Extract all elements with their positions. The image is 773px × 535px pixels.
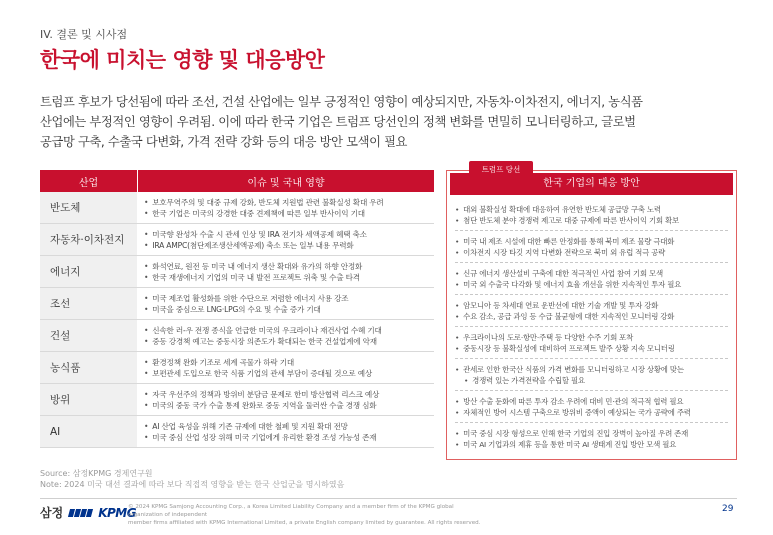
section-label: IV. 결론 및 시사점 [40, 28, 128, 41]
response-bullet: • 이차전지 시장 타깃 지역 다변화 전략으로 북미 외 유럽 적극 공략 [455, 247, 728, 258]
issue-bullet: • 보호무역주의 및 대중 규제 강화, 반도체 지원법 관련 불확실성 확대 우려 [144, 197, 434, 208]
response-header: 한국 기업의 대응 방안 [450, 173, 733, 195]
issue-bullet: • 중동 강경책 예고는 중동시장 의존도가 확대되는 한국 건설업계에 악재 [144, 336, 434, 347]
issue-bullet: • 미국향 완성차 수출 시 관세 인상 및 IRA 전기차 세액공제 혜택 축소 [144, 229, 434, 240]
response-bullet: • 미국 중심 시장 형성으로 인해 한국 기업의 진입 장벽이 높아질 우려 존재 [455, 428, 728, 439]
issues-cell [138, 352, 435, 384]
column-header-industry: 산업 [40, 170, 138, 192]
copyright-text [128, 503, 488, 527]
page-title: 한국에 미치는 영향 및 대응방안 [40, 48, 325, 72]
issue-bullet: • AI 산업 육성을 위해 기존 규제에 대한 철폐 및 지원 확대 전망 [144, 421, 434, 432]
table-row [40, 224, 434, 256]
issue-bullet: • 미국 중심 산업 성장 위해 미국 기업에게 유리한 환경 조성 가능성 존재 [144, 432, 434, 443]
response-bullet: • 방산 수출 둔화에 따른 투자 감소 우려에 대비 민·관의 적극적 협력 필요 [455, 396, 728, 407]
issues-cell [138, 320, 435, 352]
issue-bullet: • 미국의 중동 국가 수출 통제 완화로 중동 지역을 둘러싼 수출 경쟁 심화 [144, 400, 434, 411]
table-row [40, 352, 434, 384]
issue-bullet: • 보편관세 도입으로 한국 식품 기업의 관세 부담이 증대될 것으로 예상 [144, 368, 434, 379]
table-row [40, 192, 434, 224]
industry-cell: 조선 [40, 288, 138, 320]
response-panel [446, 165, 737, 460]
response-row [455, 423, 728, 454]
source-line: Source: 삼정KPMG 경제연구원 [40, 469, 153, 478]
table-header-row [40, 170, 434, 192]
response-bullet: • 미국 AI 기업과의 제휴 등을 통한 미국 AI 생태계 진입 방안 모색 필요 [455, 439, 728, 450]
issue-bullet: • 환경정책 완화 기조로 세계 곡물가 하락 기대 [144, 357, 434, 368]
response-row [455, 295, 728, 327]
note-line: Note: 2024 미국 대선 결과에 따라 보다 직접적 영향을 받는 한국 산업군을 명시하였음 [40, 480, 345, 489]
logo-samjong-text: 삼정 [40, 506, 64, 520]
response-row [455, 327, 728, 359]
source-note [40, 468, 344, 490]
response-bullet: • 신규 에너지 생산설비 구축에 대한 적극적인 사업 참여 기회 모색 [455, 268, 728, 279]
industry-cell: 자동차·이차전지 [40, 224, 138, 256]
intro-paragraph [40, 92, 740, 152]
response-row [455, 359, 728, 391]
issue-bullet: • 미국 제조업 활성화를 위한 수단으로 저렴한 에너지 사용 강조 [144, 293, 434, 304]
response-bullet: • 미국 외 수출국 다각화 및 에너지 효율 개선을 위한 지속적인 투자 필요 [455, 279, 728, 290]
industry-cell: 에너지 [40, 256, 138, 288]
response-bullet: • 첨단 반도체 분야 경쟁력 제고로 대중 규제에 따른 반사이익 기회 확보 [455, 215, 728, 226]
response-bullet: • 미국 내 제조 시설에 대한 빠른 안정화를 통해 북미 제조 물량 극대화 [455, 236, 728, 247]
samjong-kpmg-logo [40, 504, 136, 521]
response-bullet: • 관세로 인한 한국산 식품의 가격 변화를 모니터링하고 시장 상황에 맞는 [455, 364, 728, 375]
kpmg-bars-icon [69, 509, 92, 517]
issues-cell [138, 288, 435, 320]
issue-bullet: • IRA AMPC(첨단제조생산세액공제) 축소 또는 일부 내용 무력화 [144, 240, 434, 251]
table-row [40, 416, 434, 448]
response-list [455, 199, 728, 454]
industry-cell: 반도체 [40, 192, 138, 224]
copyright-line: © 2024 KPMG Samjong Accounting Corp., a Korea Limited Liability Company and a member firm of the KPMG global organization of independent [128, 504, 454, 518]
issues-cell [138, 192, 435, 224]
response-row [455, 231, 728, 263]
page-number: 29 [722, 504, 734, 514]
issues-cell [138, 256, 435, 288]
industry-cell: 건설 [40, 320, 138, 352]
intro-line: 공급망 구축, 수출국 다변화, 가격 전략 강화 등의 대응 방안 모색이 필요 [40, 135, 408, 149]
intro-line: 트럼프 후보가 당선됨에 따라 조선, 건설 산업에는 일부 긍정적인 영향이 예상되지만, 자동차·이차전지, 에너지, 농식품 [40, 95, 643, 109]
industry-cell: AI [40, 416, 138, 448]
logo-kpmg-text: KPMG [98, 505, 137, 520]
table-row [40, 256, 434, 288]
issues-cell [138, 416, 435, 448]
copyright-line: member firms affiliated with KPMG International Limited, a private English company limited by guarantee. All rights reserved. [128, 520, 481, 526]
column-header-issues: 이슈 및 국내 영향 [138, 170, 435, 192]
issues-cell [138, 224, 435, 256]
industry-cell: 농식품 [40, 352, 138, 384]
response-bullet: • 우크라이나의 도로·항만·주택 등 다양한 수주 기회 포착 [455, 332, 728, 343]
issue-bullet: • 신속한 러-우 전쟁 종식을 언급한 미국의 우크라이나 재건사업 수혜 기대 [144, 325, 434, 336]
issue-bullet: • 화석연료, 원전 등 미국 내 에너지 생산 확대와 유가의 하향 안정화 [144, 261, 434, 272]
response-bullet-continuation: • 경쟁력 있는 가격전략을 수립할 필요 [455, 375, 728, 386]
response-bullet: • 암모니아 등 차세대 연료 운반선에 대한 기술 개발 및 투자 강화 [455, 300, 728, 311]
table-row [40, 384, 434, 416]
response-row [455, 199, 728, 231]
industry-cell: 방위 [40, 384, 138, 416]
table-row [40, 320, 434, 352]
issue-bullet: • 한국 재생에너지 기업의 미국 내 발전 프로젝트 위축 및 수출 타격 [144, 272, 434, 283]
table-row [40, 288, 434, 320]
response-bullet: • 대외 불확실성 확대에 대응하여 유연한 반도체 공급망 구축 노력 [455, 204, 728, 215]
response-bullet: • 수요 감소, 공급 과잉 등 수급 불균형에 대한 지속적인 모니터링 강화 [455, 311, 728, 322]
response-row [455, 263, 728, 295]
trump-elected-tag: 트럼프 당선 [469, 161, 533, 178]
issue-bullet: • 미국을 중심으로 LNG·LPG의 수요 및 수출 증가 기대 [144, 304, 434, 315]
issues-table [40, 170, 434, 448]
intro-line: 산업에는 부정적인 영향이 우려됨. 이에 따라 한국 기업은 트럼프 당선인의 정책 변화를 면밀히 모니터링하고, 글로벌 [40, 115, 636, 129]
response-bullet: • 중동시장 등 불확실성에 대비하여 프로젝트 발주 상황 지속 모니터링 [455, 343, 728, 354]
response-row [455, 391, 728, 423]
issue-bullet: • 자국 우선주의 정책과 방위비 분담금 문제로 한미 방산협력 리스크 예상 [144, 389, 434, 400]
issue-bullet: • 한국 기업은 미국의 강경한 대중 견제책에 따른 일부 반사이익 기대 [144, 208, 434, 219]
footer-divider [40, 498, 737, 499]
issues-cell [138, 384, 435, 416]
response-bullet: • 자체적인 방어 시스템 구축으로 방위비 증액이 예상되는 국가 공략에 주력 [455, 407, 728, 418]
